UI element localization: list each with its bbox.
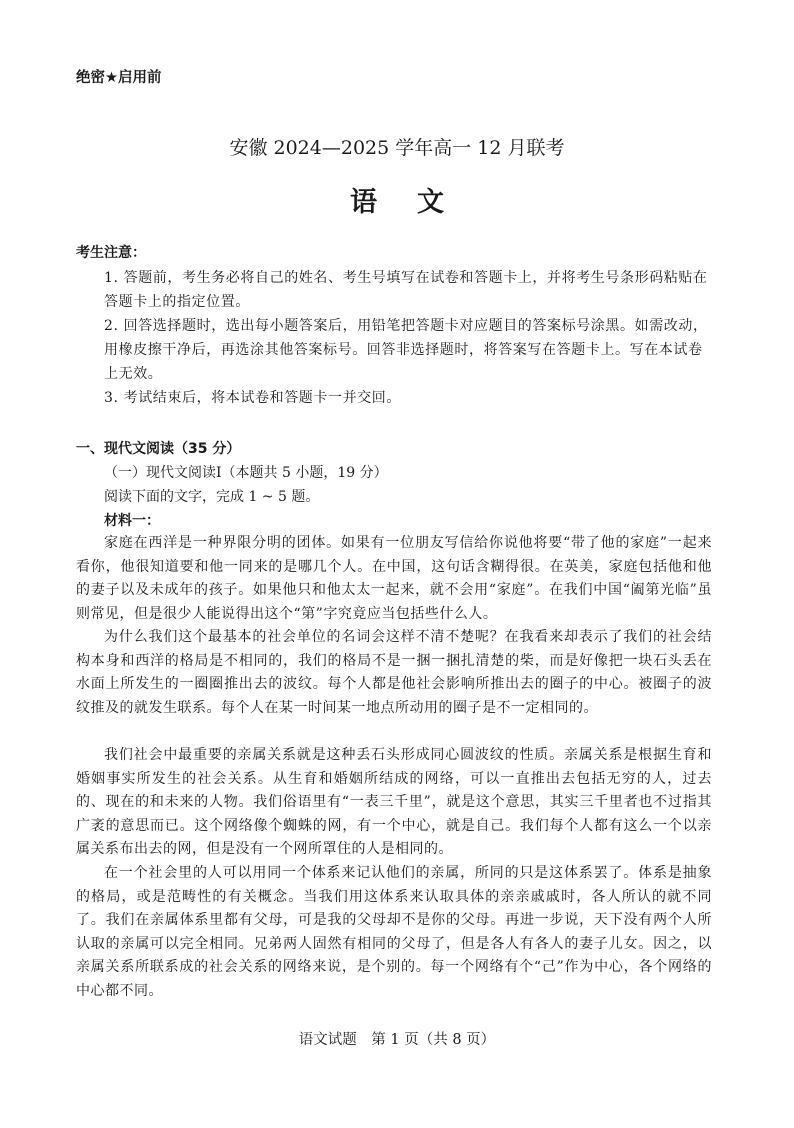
page-footer: 语文试题 第 1 页（共 8 页） — [298, 1032, 496, 1048]
section-heading: 一、现代文阅读（35 分） — [76, 441, 241, 457]
section-sub-heading: （一）现代文阅读Ⅰ（本题共 5 小题，19 分） — [104, 465, 388, 481]
passage-paragraph-3: 我们社会中最重要的亲属关系就是这种丢石头形成同心圆波纹的性质。亲属关系是根据生育和婚姻事实所发生的社会关系。从生育和婚姻所结成的网络，可以一直推出去包括无穷的人，过去的、现在的和未来的人物。我们俗语里有“一表三千里”，就是这个意思，其实三千里者也不过指其广袤的意思而已。这个网络像个蜘蛛的网，有一个中心，就是自己。我们每个人都有这么一个以亲属关系布出去的网，但是没有一个网所罩住的人是相同的。 — [76, 747, 712, 857]
passage-paragraph-1: 家庭在西洋是一种界限分明的团体。如果有一位朋友写信给你说他将要“带了他的家庭”一起来看你，他很知道要和他一同来的是哪几个人。在中国，这句话含糊得很。在英美，家庭包括他和他的妻子以及未成年的孩子。如果他只和他太太一起来，就不会用“家庭”。在我们中国“阖第光临”虽则常见，但是很少人能说得出这个“第”字究竟应当包括些什么人。 — [76, 535, 712, 622]
notice-item-3: 3. 考试结束后，将本试卷和答题卡一并交回。 — [104, 390, 402, 406]
passage-paragraph-2: 为什么我们这个最基本的社会单位的名词会这样不清不楚呢？在我看来却表示了我们的社会结构本身和西洋的格局是不相同的，我们的格局不是一捆一捆扎清楚的柴，而是好像把一块石头丢在水面上所发生的一圈圈推出去的波纹。每个人都是他社会影响所推出去的圈子的中心。被圈子的波纹推及的就发生联系。每个人在某一时间某一地点所动用的圈子是不一定相同的。 — [76, 629, 712, 716]
reading-instruction: 阅读下面的文字，完成 1 ~ 5 题。 — [104, 489, 320, 505]
confidential-mark: 绝密★启用前 — [76, 70, 162, 86]
passage-paragraph-4: 在一个社会里的人可以用同一个体系来记认他们的亲属，所同的只是这体系罢了。体系是抽象的格局，或是范畴性的有关概念。当我们用这体系来认取具体的亲亲戚戚时，各人所认的就不同了。我们在亲属体系里都有父母，可是我的父母却不是你的父母。再进一步说，天下没有两个人所认取的亲属可以完全相同。兄弟两人固然有相同的父母了，但是各人有各人的妻子儿女。因之，以亲属关系所联系成的社会关系的网络来说，是个别的。每一个网络有个“己”作为中心，各个网络的中心都不同。 — [76, 865, 712, 999]
notice-item-2: 2. 回答选择题时，选出每小题答案后，用铅笔把答题卡对应题目的答案标号涂黑。如需改动，用橡皮擦干净后，再选涂其他答案标号。回答非选择题时，将答案写在答题卡上。写在本试卷上无效。 — [104, 318, 708, 382]
material-label: 材料一： — [104, 513, 160, 529]
notice-item-1: 1. 答题前，考生务必将自己的姓名、考生号填写在试卷和答题卡上，并将考生号条形码粘贴在答题卡上的指定位置。 — [104, 270, 708, 310]
exam-title: 安徽 2024—2025 学年高一 12 月联考 — [229, 137, 565, 159]
subject-title: 语文 — [350, 187, 484, 218]
notice-heading: 考生注意： — [76, 245, 146, 261]
